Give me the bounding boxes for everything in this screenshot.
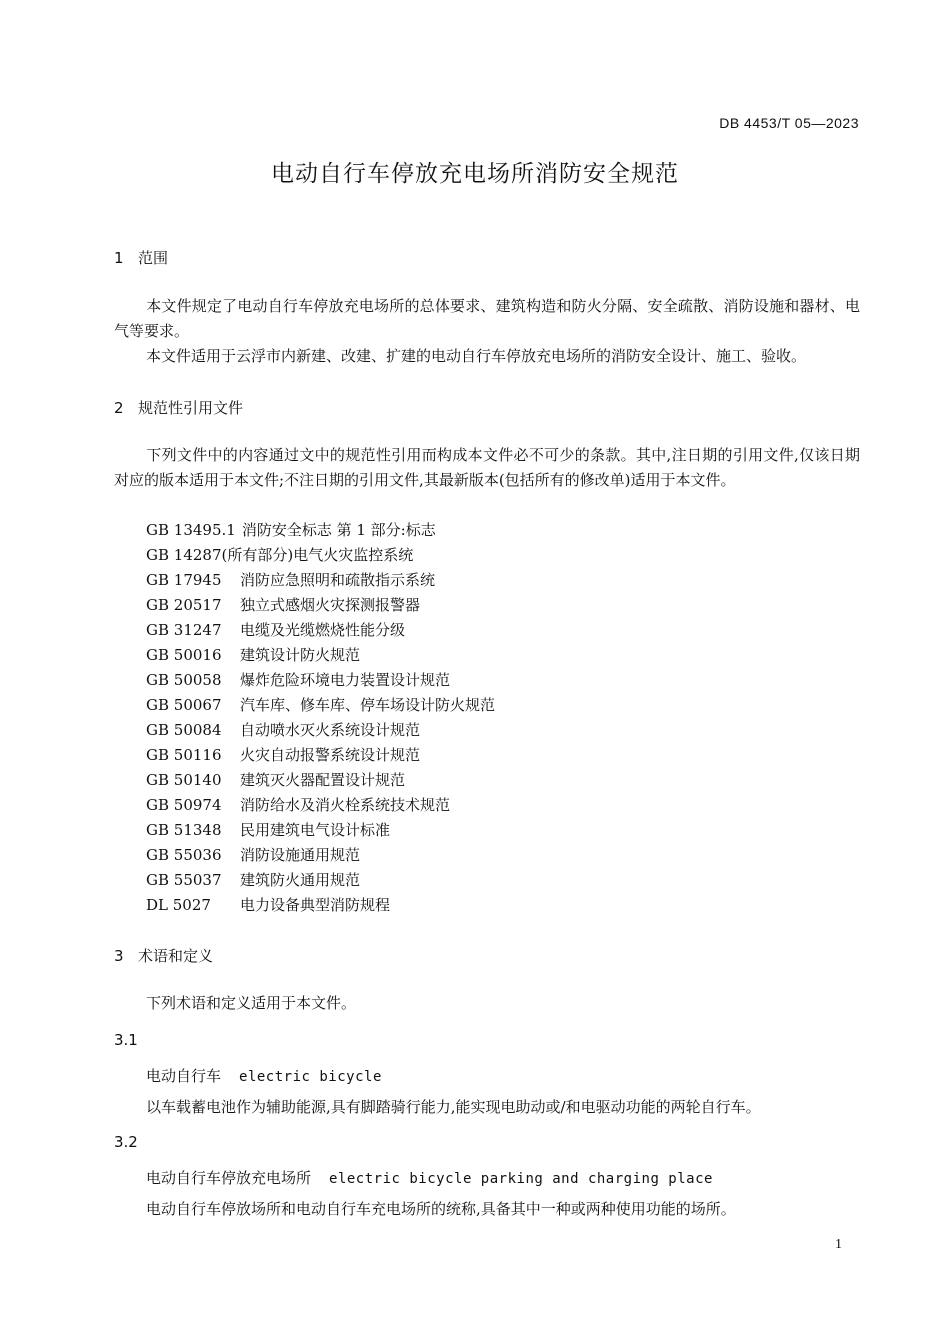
paragraph-text: 本文件规定了电动自行车停放充电场所的总体要求、建筑构造和防火分隔、安全疏散、消防设施和器材、电气等要求。 — [114, 297, 860, 340]
section-1-paragraph-1 — [114, 294, 860, 344]
reference-item — [146, 718, 495, 743]
document-number: DB 4453/T 05—2023 — [719, 115, 859, 131]
reference-title: (所有部分)电气火灾监控系统 — [221, 546, 414, 564]
reference-code: GB 55036 — [146, 846, 222, 864]
section-title: 范围 — [138, 249, 169, 267]
page-number: 1 — [835, 1237, 842, 1252]
reference-code: GB 50974 — [146, 796, 222, 814]
reference-item — [146, 793, 495, 818]
term-entry — [146, 1167, 713, 1188]
paragraph-text: 下列术语和定义适用于本文件。 — [146, 994, 357, 1012]
reference-item — [146, 843, 495, 868]
reference-title: 消防安全标志 第 1 部分:标志 — [241, 521, 436, 539]
reference-item — [146, 568, 495, 593]
reference-code: GB 50116 — [146, 746, 222, 764]
reference-code: GB 50067 — [146, 696, 222, 714]
reference-title: 消防应急照明和疏散指示系统 — [240, 571, 436, 589]
reference-code: GB 55037 — [146, 871, 222, 889]
reference-title: 消防给水及消火栓系统技术规范 — [240, 796, 451, 814]
reference-code: GB 31247 — [146, 621, 222, 639]
reference-code: GB 13495.1 — [146, 521, 236, 539]
reference-title: 自动喷水灭火系统设计规范 — [240, 721, 421, 739]
reference-item — [146, 893, 495, 918]
reference-item — [146, 618, 495, 643]
paragraph-text: 下列文件中的内容通过文中的规范性引用而构成本文件必不可少的条款。其中,注日期的引用文件,仅该日期对应的版本适用于本文件;不注日期的引用文件,其最新版本(包括所有的修改单)适用于本文件。 — [114, 446, 860, 489]
section-1-heading — [114, 247, 168, 268]
reference-item — [146, 768, 495, 793]
reference-item — [146, 593, 495, 618]
term-definition: 电动自行车停放场所和电动自行车充电场所的统称,具备其中一种或两种使用功能的场所。 — [146, 1200, 736, 1218]
term-entry — [146, 1065, 382, 1086]
reference-title: 汽车库、修车库、停车场设计防火规范 — [240, 696, 496, 714]
reference-code: GB 51348 — [146, 821, 222, 839]
reference-code: GB 50058 — [146, 671, 222, 689]
reference-code: DL 5027 — [146, 896, 211, 914]
term-definition: 以车载蓄电池作为辅助能源,具有脚踏骑行能力,能实现电助动或/和电驱动功能的两轮自行车。 — [146, 1098, 761, 1116]
reference-title: 建筑防火通用规范 — [240, 871, 361, 889]
reference-item — [146, 743, 495, 768]
section-number: 1 — [114, 249, 124, 267]
reference-code: GB 50140 — [146, 771, 222, 789]
reference-code: GB 20517 — [146, 596, 222, 614]
section-number: 2 — [114, 399, 124, 417]
reference-list — [146, 518, 495, 918]
reference-title: 消防设施通用规范 — [240, 846, 361, 864]
reference-item — [146, 543, 495, 568]
page-title: 电动自行车停放充电场所消防安全规范 — [271, 161, 679, 187]
section-2-paragraph-1 — [114, 443, 860, 493]
term-chinese: 电动自行车 — [146, 1067, 222, 1085]
reference-title: 电力设备典型消防规程 — [240, 896, 391, 914]
section-title: 规范性引用文件 — [138, 399, 244, 417]
reference-code: GB 50084 — [146, 721, 222, 739]
section-number: 3 — [114, 947, 124, 965]
section-3-heading — [114, 945, 213, 966]
reference-title: 爆炸危险环境电力装置设计规范 — [240, 671, 451, 689]
reference-title: 民用建筑电气设计标准 — [240, 821, 391, 839]
reference-item — [146, 693, 495, 718]
reference-title: 火灾自动报警系统设计规范 — [240, 746, 421, 764]
reference-title: 独立式感烟火灾探测报警器 — [240, 596, 421, 614]
term-chinese: 电动自行车停放充电场所 — [146, 1169, 312, 1187]
term-number: 3.1 — [114, 1031, 138, 1049]
reference-item — [146, 818, 495, 843]
term-number: 3.2 — [114, 1133, 138, 1151]
reference-code: GB 17945 — [146, 571, 222, 589]
section-2-heading — [114, 397, 243, 418]
reference-item — [146, 518, 495, 543]
reference-title: 建筑灭火器配置设计规范 — [240, 771, 406, 789]
section-title: 术语和定义 — [138, 947, 214, 965]
reference-code: GB 14287 — [146, 546, 222, 564]
reference-title: 电缆及光缆燃烧性能分级 — [240, 621, 406, 639]
section-1-paragraph-2 — [114, 344, 860, 369]
term-english: electric bicycle — [239, 1069, 382, 1085]
reference-item — [146, 643, 495, 668]
reference-code: GB 50016 — [146, 646, 222, 664]
section-3-paragraph-1 — [114, 991, 860, 1016]
term-english: electric bicycle parking and charging place — [329, 1171, 713, 1187]
reference-item — [146, 668, 495, 693]
reference-title: 建筑设计防火规范 — [240, 646, 361, 664]
reference-item — [146, 868, 495, 893]
paragraph-text: 本文件适用于云浮市内新建、改建、扩建的电动自行车停放充电场所的消防安全设计、施工、验收。 — [146, 347, 807, 365]
